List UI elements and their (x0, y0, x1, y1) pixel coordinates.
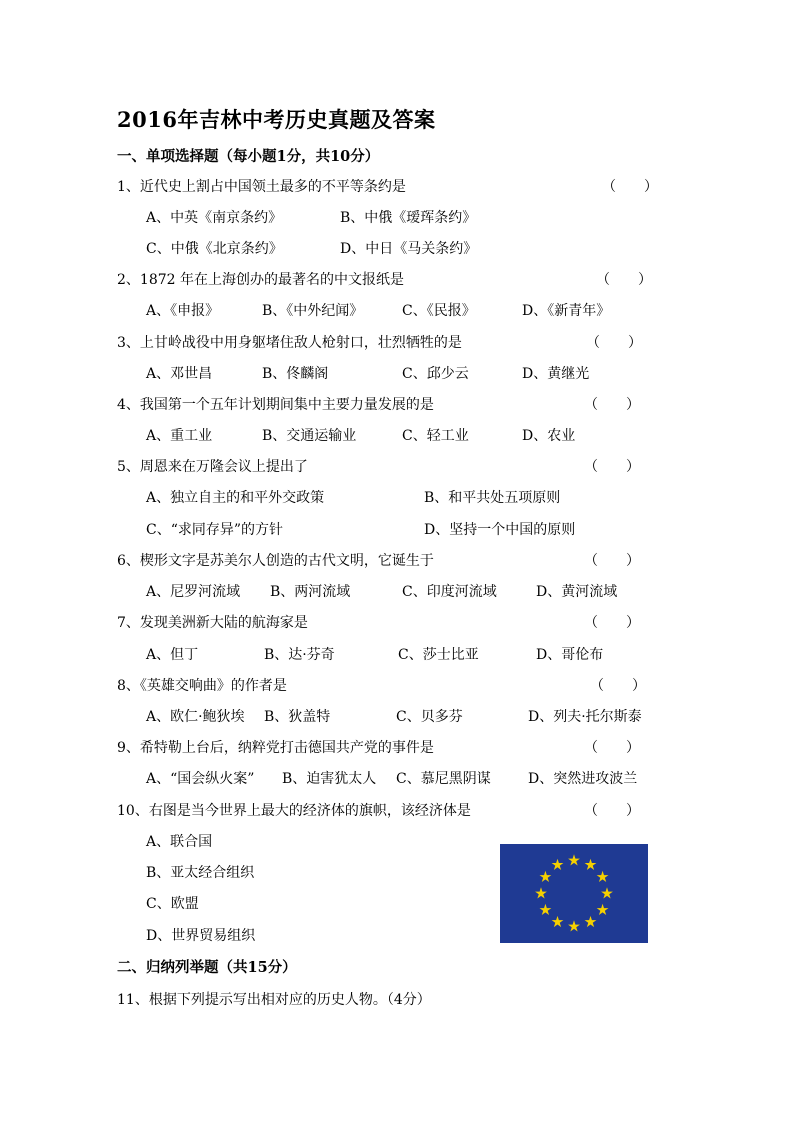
q3-option-d: D、黄继光 (522, 366, 590, 382)
q2-option-b: B、《中外纪闻》 (262, 303, 364, 319)
answer-blank-4[interactable]: （ ） (584, 397, 640, 413)
q8-option-b: B、狄盖特 (264, 709, 331, 725)
question-6-stem: 6、楔形文字是苏美尔人创造的古代文明，它诞生于 (117, 553, 434, 569)
q8-option-c: C、贝多芬 (396, 709, 463, 725)
q4-option-d: D、农业 (522, 428, 576, 444)
q9-option-a: A、“国会纵火案” (146, 771, 255, 787)
q5-option-d: D、坚持一个中国的原则 (424, 522, 576, 538)
answer-blank-1[interactable]: （ ） (602, 179, 658, 195)
q9-option-d: D、突然进攻波兰 (528, 771, 638, 787)
answer-blank-3[interactable]: （ ） (586, 335, 642, 351)
q9-option-c: C、慕尼黑阴谋 (396, 771, 491, 787)
answer-blank-5[interactable]: （ ） (584, 459, 640, 475)
answer-blank-6[interactable]: （ ） (584, 553, 640, 569)
q6-option-a: A、尼罗河流域 (146, 584, 241, 600)
question-3-stem: 3、上甘岭战役中用身躯堵住敌人枪射口，壮烈牺牲的是 (117, 335, 462, 351)
question-4-stem: 4、我国第一个五年计划期间集中主要力量发展的是 (117, 397, 434, 413)
q8-option-a: A、欧仁·鲍狄埃 (146, 709, 245, 725)
q4-option-c: C、轻工业 (402, 428, 469, 444)
q6-option-b: B、两河流域 (270, 584, 351, 600)
q5-option-b: B、和平共处五项原则 (424, 490, 561, 506)
eu-flag-image (500, 844, 648, 943)
page-title: 2016年吉林中考历史真题及答案 (117, 107, 436, 132)
answer-blank-7[interactable]: （ ） (584, 615, 640, 631)
question-7-stem: 7、发现美洲新大陆的航海家是 (117, 615, 308, 631)
section-1-heading: 一、单项选择题（每小题1分，共10分） (117, 148, 380, 165)
question-8-stem: 8、《英雄交响曲》的作者是 (117, 678, 287, 694)
q1-option-d: D、中日《马关条约》 (340, 241, 478, 257)
q3-option-c: C、邱少云 (402, 366, 469, 382)
q10-option-a: A、联合国 (146, 834, 213, 850)
section-2-heading: 二、归纳列举题（共15分） (117, 959, 297, 976)
answer-blank-10[interactable]: （ ） (584, 803, 640, 819)
q10-option-b: B、亚太经合组织 (146, 865, 255, 881)
q7-option-c: C、莎士比亚 (398, 647, 479, 663)
q6-option-c: C、印度河流域 (402, 584, 497, 600)
q10-option-c: C、欧盟 (146, 896, 199, 912)
q4-option-a: A、重工业 (146, 428, 213, 444)
q7-option-a: A、但丁 (146, 647, 199, 663)
answer-blank-2[interactable]: （ ） (596, 272, 652, 288)
answer-blank-9[interactable]: （ ） (584, 740, 640, 756)
question-11-stem: 11、根据下列提示写出相对应的历史人物。（4分） (117, 992, 431, 1008)
q1-option-c: C、中俄《北京条约》 (146, 241, 283, 257)
q5-option-a: A、独立自主的和平外交政策 (146, 490, 325, 506)
question-10-stem: 10、右图是当今世界上最大的经济体的旗帜，该经济体是 (117, 803, 471, 819)
answer-blank-8[interactable]: （ ） (590, 678, 646, 694)
q10-option-d: D、世界贸易组织 (146, 928, 256, 944)
q5-option-c: C、“求同存异”的方针 (146, 522, 284, 538)
question-1-stem: 1、近代史上割占中国领土最多的不平等条约是 (117, 179, 406, 195)
question-2-stem: 2、1872 年在上海创办的最著名的中文报纸是 (117, 272, 404, 288)
q4-option-b: B、交通运输业 (262, 428, 357, 444)
q9-option-b: B、迫害犹太人 (282, 771, 377, 787)
q6-option-d: D、黄河流域 (536, 584, 618, 600)
q3-option-a: A、邓世昌 (146, 366, 213, 382)
q2-option-a: A、《申报》 (146, 303, 220, 319)
q3-option-b: B、佟麟阁 (262, 366, 329, 382)
question-5-stem: 5、周恩来在万隆会议上提出了 (117, 459, 308, 475)
question-9-stem: 9、希特勒上台后，纳粹党打击德国共产党的事件是 (117, 740, 434, 756)
q7-option-d: D、哥伦布 (536, 647, 604, 663)
q7-option-b: B、达·芬奇 (264, 647, 335, 663)
q1-option-b: B、中俄《瑷珲条约》 (340, 210, 477, 226)
q2-option-c: C、《民报》 (402, 303, 476, 319)
q1-option-a: A、中英《南京条约》 (146, 210, 283, 226)
q2-option-d: D、《新青年》 (522, 303, 611, 319)
q8-option-d: D、列夫·托尔斯泰 (528, 709, 642, 725)
